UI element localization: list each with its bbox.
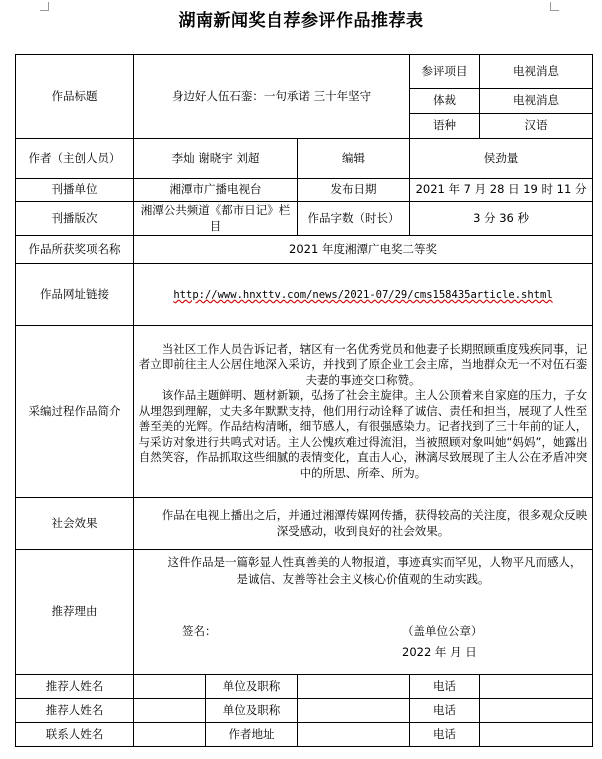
genre-value[interactable]: 电视消息	[480, 89, 593, 114]
recommender1-phone-value[interactable]	[480, 675, 593, 699]
publisher-label: 刊播单位	[16, 179, 134, 202]
recommender1-name-label: 推荐人姓名	[16, 675, 134, 699]
entry-item-label: 参评项目	[410, 55, 480, 89]
url-link[interactable]: http://www.hnxttv.com/news/2021-07/29/cms158435article.shtml	[173, 288, 553, 301]
page-title: 湖南新闻奖自荐参评作品推荐表	[178, 11, 424, 31]
signature-label: 签名：	[182, 624, 217, 639]
publisher-value[interactable]: 湘潭市广播电视台	[134, 179, 298, 202]
award-label: 作品所获奖项名称	[16, 236, 134, 264]
url-label: 作品网址链接	[16, 264, 134, 326]
process-paragraph-2: 该作品主题鲜明、题材新颖，弘扬了社会主旋律。主人公顶着来自家庭的压力，子女从埋怨到理解，丈夫多年默默支持，他们用行动诠释了诚信、责任和担当，展现了人性至善至美的光辉。作品结构清晰，细节感人，有很强感染力。记者找到了三十年前的证人，与采访对象进行共鸣式对话。主人公愧疚难过得流泪，当被照顾对象叫她“妈妈”，她露出自然笑容，作品抓取这些细腻的表情变化，直击人心，淋漓尽致展现了主人公在矛盾冲突中的所思、所牵、所为。	[138, 388, 588, 480]
recommender2-name-value[interactable]	[134, 699, 206, 723]
recommender2-phone-label: 电话	[410, 699, 480, 723]
effect-text[interactable]: 作品在电视上播出之后，并通过湘潭传媒网传播，获得较高的关注度，很多观众反映深受感动，收到良好的社会效果。	[161, 508, 588, 538]
publish-date-label: 发布日期	[298, 179, 410, 202]
genre-label: 体裁	[410, 89, 480, 114]
corner-mark-left	[40, 2, 49, 11]
recommender1-unit-value[interactable]	[298, 675, 410, 699]
contact-name-value[interactable]	[134, 723, 206, 747]
effect-label: 社会效果	[16, 498, 134, 550]
seal-label: （盖单位公章）	[402, 624, 483, 639]
recommender1-unit-label: 单位及职称	[206, 675, 298, 699]
editor-label: 编辑	[298, 139, 410, 179]
publish-date-value[interactable]: 2021 年 7 月 28 日 19 时 11 分	[410, 179, 593, 202]
entry-item-value[interactable]: 电视消息	[480, 55, 593, 89]
contact-phone-value[interactable]	[480, 723, 593, 747]
process-label: 采编过程作品简介	[16, 326, 134, 498]
edition-value[interactable]: 湘潭公共频道《都市日记》栏目	[134, 202, 298, 236]
corner-mark-right	[550, 2, 559, 11]
author-label: 作者（主创人员）	[16, 139, 134, 179]
language-value[interactable]: 汉语	[480, 114, 593, 139]
recommender2-name-label: 推荐人姓名	[16, 699, 134, 723]
editor-value[interactable]: 侯劲量	[410, 139, 593, 179]
recommender1-phone-label: 电话	[410, 675, 480, 699]
author-value[interactable]: 李灿 谢晓宇 刘超	[134, 139, 298, 179]
language-label: 语种	[410, 114, 480, 139]
recommendation-form	[15, 54, 593, 747]
contact-name-label: 联系人姓名	[16, 723, 134, 747]
award-value[interactable]: 2021 年度湘潭广电奖二等奖	[134, 236, 593, 264]
reason-label: 推荐理由	[16, 550, 134, 675]
recommender2-unit-value[interactable]	[298, 699, 410, 723]
contact-address-label: 作者地址	[206, 723, 298, 747]
recommender2-unit-label: 单位及职称	[206, 699, 298, 723]
length-value[interactable]: 3 分 36 秒	[410, 202, 593, 236]
process-paragraph-1: 当社区工作人员告诉记者，辖区有一名优秀党员和他妻子长期照顾重度残疾同事，记者立即前往主人公居住地深入采访，并找到了原企业工会主席，当地群众无一不对伍石銮夫妻的事迹交口称赞。	[138, 341, 588, 387]
edition-label: 刊播版次	[16, 202, 134, 236]
date-text: 2022 年 月 日	[402, 645, 477, 660]
recommender1-name-value[interactable]	[134, 675, 206, 699]
work-title-label: 作品标题	[16, 55, 134, 139]
recommender2-phone-value[interactable]	[480, 699, 593, 723]
contact-address-value[interactable]	[298, 723, 410, 747]
length-label: 作品字数（时长）	[298, 202, 410, 236]
process-text[interactable]	[134, 326, 593, 498]
contact-phone-label: 电话	[410, 723, 480, 747]
reason-text[interactable]: 这件作品是一篇彰显人性真善美的人物报道，事迹真实而罕见，人物平凡而感人，是诚信、友善等社会主义核心价值观的生动实践。	[167, 555, 582, 587]
work-title-value[interactable]: 身边好人伍石銮：一句承诺 三十年坚守	[134, 55, 410, 139]
